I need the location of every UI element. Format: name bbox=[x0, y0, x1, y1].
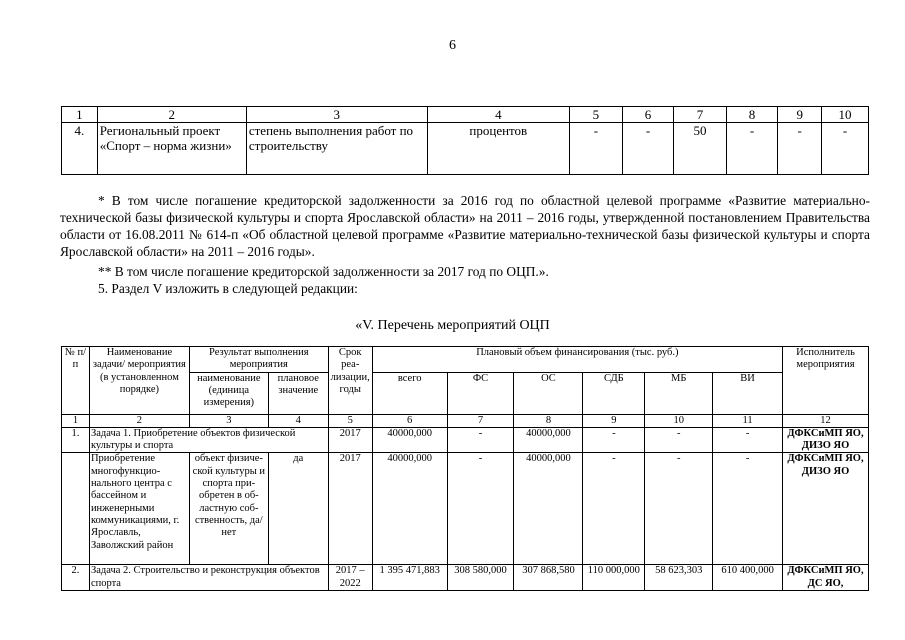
amendment-text: 5. Раздел V изложить в следующей редакции: bbox=[98, 281, 358, 296]
col-number: 10 bbox=[821, 107, 868, 123]
col-number: 1 bbox=[62, 414, 90, 427]
col-number: 6 bbox=[622, 107, 674, 123]
header-num: № п/п bbox=[62, 347, 90, 415]
col-number: 11 bbox=[713, 414, 783, 427]
row-total: 40000,000 bbox=[372, 453, 447, 565]
col-number: 3 bbox=[246, 107, 427, 123]
indicators-table bbox=[61, 106, 869, 175]
col-number: 7 bbox=[447, 414, 514, 427]
col-number-row bbox=[62, 414, 869, 427]
header-result: Результат выполнения мероприятия bbox=[189, 347, 328, 373]
header-mb: МБ bbox=[645, 372, 713, 414]
row-number: 1. bbox=[62, 427, 90, 453]
col-number: 4 bbox=[268, 414, 328, 427]
measures-table bbox=[61, 346, 869, 591]
row-mb: - bbox=[645, 453, 713, 565]
header-term: Срок реа-лизации, годы bbox=[328, 347, 372, 415]
row-executor: ДФКСиМП ЯО, ДИЗО ЯО bbox=[783, 427, 869, 453]
table-row bbox=[62, 123, 869, 175]
col-number: 5 bbox=[328, 414, 372, 427]
row-executor: ДФКСиМП ЯО, ДИЗО ЯО bbox=[783, 453, 869, 565]
row-term: 2017 bbox=[328, 453, 372, 565]
col-number: 5 bbox=[570, 107, 623, 123]
header-row bbox=[62, 347, 869, 373]
row-mb: - bbox=[645, 427, 713, 453]
row-number: 2. bbox=[62, 565, 90, 591]
row-term: 2017 – 2022 bbox=[328, 565, 372, 591]
table-row bbox=[62, 107, 869, 123]
row-value: - bbox=[821, 123, 868, 175]
footnote-2: ** В том числе погашение кредиторской задолженности за 2017 год по ОЦП.». bbox=[98, 264, 549, 279]
row-total: 40000,000 bbox=[372, 427, 447, 453]
col-number: 10 bbox=[645, 414, 713, 427]
row-res-name: объект физиче-ской культуры и спорта при-обретен в об-ластную соб-ственность, да/нет bbox=[189, 453, 268, 565]
row-fs: - bbox=[447, 453, 514, 565]
header-res-plan: плановое значение bbox=[268, 372, 328, 414]
row-value: - bbox=[726, 123, 778, 175]
footnote-1: * В том числе погашение кредиторской задолженности за 2016 год по областной целевой программе «Развитие материально-технической базы физической культуры и спорта Ярославской области» на 2011 – 2016 годы, утвержденной постановлением Правительства области от 16.08.2011 № 614-п «Об областной целевой программе «Развитие материально-технической базы физической культуры и спорта Ярославской области» на 2011 – 2016 годы». bbox=[60, 193, 870, 259]
row-number: 4. bbox=[62, 123, 98, 175]
col-number: 4 bbox=[427, 107, 570, 123]
row-value: 50 bbox=[674, 123, 726, 175]
col-number: 12 bbox=[783, 414, 869, 427]
header-os: ОС bbox=[514, 372, 583, 414]
row-vi: 610 400,000 bbox=[713, 565, 783, 591]
row-value: - bbox=[622, 123, 674, 175]
col-number: 8 bbox=[514, 414, 583, 427]
col-number: 9 bbox=[778, 107, 822, 123]
row-vi: - bbox=[713, 453, 783, 565]
row-name: Приобретение многофункцио-нального центра с бассейном и инженерными коммуникациями, г. Ярославль, Заволжский район bbox=[89, 453, 189, 565]
table-row bbox=[62, 565, 869, 591]
row-name: Задача 2. Строительство и реконструкция объектов спорта bbox=[89, 565, 328, 591]
col-number: 9 bbox=[583, 414, 645, 427]
row-number bbox=[62, 453, 90, 565]
row-name: Задача 1. Приобретение объектов физической культуры и спорта bbox=[89, 427, 328, 453]
header-funding: Плановый объем финансирования (тыс. руб.) bbox=[372, 347, 782, 373]
row-sdb: - bbox=[583, 427, 645, 453]
row-sdb: 110 000,000 bbox=[583, 565, 645, 591]
row-value: - bbox=[778, 123, 822, 175]
col-number: 6 bbox=[372, 414, 447, 427]
header-res-name: наименование (единица измерения) bbox=[189, 372, 268, 414]
header-total: всего bbox=[372, 372, 447, 414]
header-sdb: СДБ bbox=[583, 372, 645, 414]
table-row bbox=[62, 453, 869, 565]
row-value: - bbox=[570, 123, 623, 175]
row-term: 2017 bbox=[328, 427, 372, 453]
col-number: 3 bbox=[189, 414, 268, 427]
col-number: 8 bbox=[726, 107, 778, 123]
row-unit: процентов bbox=[427, 123, 570, 175]
row-os: 40000,000 bbox=[514, 453, 583, 565]
row-os: 307 868,580 bbox=[514, 565, 583, 591]
row-fs: - bbox=[447, 427, 514, 453]
page-number: 6 bbox=[449, 38, 456, 53]
row-executor: ДФКСиМП ЯО, ДС ЯО, bbox=[783, 565, 869, 591]
row-vi: - bbox=[713, 427, 783, 453]
row-res-plan: да bbox=[268, 453, 328, 565]
header-vi: ВИ bbox=[713, 372, 783, 414]
section-title: «V. Перечень мероприятий ОЦП bbox=[355, 318, 550, 333]
header-task: Наименование задачи/ мероприятия (в установленном порядке) bbox=[89, 347, 189, 415]
col-number: 2 bbox=[97, 107, 246, 123]
header-fs: ФС bbox=[447, 372, 514, 414]
row-fs: 308 580,000 bbox=[447, 565, 514, 591]
col-number: 1 bbox=[62, 107, 98, 123]
row-name: Региональный проект «Спорт – норма жизни» bbox=[97, 123, 246, 175]
row-mb: 58 623,303 bbox=[645, 565, 713, 591]
row-indicator: степень выполнения работ по строительству bbox=[246, 123, 427, 175]
header-executor: Исполнитель мероприятия bbox=[783, 347, 869, 415]
row-sdb: - bbox=[583, 453, 645, 565]
table-row bbox=[62, 427, 869, 453]
col-number: 7 bbox=[674, 107, 726, 123]
row-total: 1 395 471,883 bbox=[372, 565, 447, 591]
row-os: 40000,000 bbox=[514, 427, 583, 453]
col-number: 2 bbox=[89, 414, 189, 427]
